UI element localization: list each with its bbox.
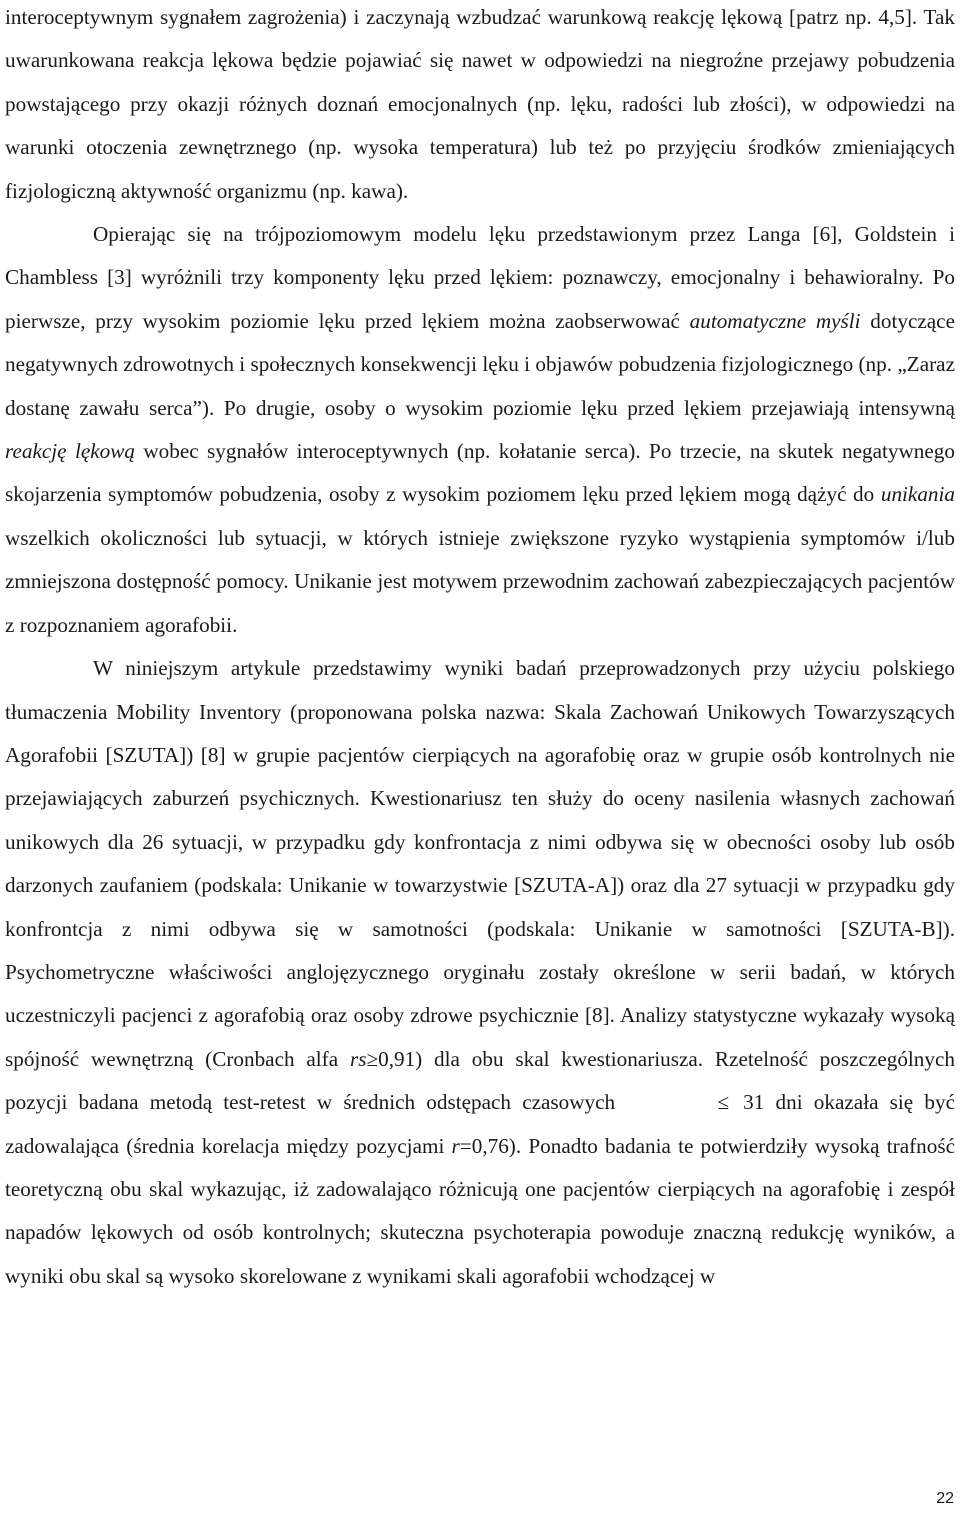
less-equal-symbol: ≤ (717, 1090, 729, 1115)
paragraph-3 (5, 647, 955, 1298)
text-run: wszelkich okoliczności lub sytuacji, w których istnieje zwiększone ryzyko wystąpienia symptomów i/lub zmniejszona dostępność pomocy. Unikanie jest motywem przewodnim zachowań zabezpieczających pacjentów z rozpoznaniem agorafobii. (5, 525, 955, 637)
paragraph-1 (5, 0, 955, 213)
text-run: Opierając się na trójpoziomowym modelu lęku przedstawionym przez Langa [6], Goldstein i Chambless [3] wyróżnili trzy komponenty lęku przed lękiem: poznawczy, emocjonalny i behawioralny. Po pierwsze, przy wysokim poziomie lęku przed lękiem można zaobserwować (5, 222, 955, 333)
body-text (5, 0, 955, 1298)
text-run: =0,76). Ponadto badania te potwierdziły wysoką trafność teoretyczną obu skal wykazując, iż zadowalająco różnicują one pacjentów cierpiących na agorafobię i zespół napadów lękowych od osób kontrolnych; skuteczna psychoterapia powoduje znaczną redukcję wyników, a wyniki obu skal są wysoko skorelowane z wynikami skali agorafobii wchodzącej w (5, 1133, 955, 1288)
text-run: W niniejszym artykule przedstawimy wyniki badań przeprowadzonych przy użyciu polskiego tłumaczenia Mobility Inventory (proponowana polska nazwa: Skala Zachowań Unikowych Towarzyszących Agorafobii [SZUTA]) [8] w grupie pacjentów cierpiących na agorafobię oraz w grupie osób kontrolnych nie przejawiających zaburzeń psychicznych. Kwestionariusz ten służy do oceny nasilenia własnych zachowań unikowych dla 26 sytuacji, w przypadku gdy konfrontacja z nimi odbywa się w obecności osoby lub osób darzonych zaufaniem (podskala: Unikanie w towarzystwie [SZUTA-A]) oraz dla 27 sytuacji w przypadku gdy konfrontcja z nimi odbywa się w samotności (podskala: Unikanie w samotności [SZUTA-B]). Psychometryczne właściwości anglojęzycznego oryginału zostały określone w serii badań, w których uczestniczyli pacjenci z agorafobią oraz osoby zdrowe psychicznie [8]. Analizy statystyczne wykazały wysoką spójność wewnętrzną (Cronbach alfa (5, 656, 955, 1071)
italic-term: automatyczne myśli (689, 308, 861, 333)
text-run: dotyczące negatywnych zdrowotnych i społecznych konsekwencji lęku i objawów pobudzenia fizjologicznego (np. „Zaraz dostanę zawału serca”). Po drugie, osoby o wysokim poziomie lęku przed lękiem przejawiają intensywną (5, 308, 955, 420)
document-page (5, 0, 955, 1298)
italic-term: reakcję lękową (5, 439, 135, 464)
text-run: interoceptywnym sygnałem zagrożenia) i zaczynają wzbudzać warunkową reakcję lękową [patrz np. 4,5]. Tak uwarunkowana reakcja lękowa będzie pojawiać się nawet w odpowiedzi na niegroźne przejawy pobudzenia powstającego przy okazji różnych doznań emocjonalnych (np. lęku, radości lub złości), w odpowiedzi na warunki otoczenia zewnętrznego (np. wysoka temperatura) lub też po przyjęciu środków zmieniających fizjologiczną aktywność organizmu (np. kawa). (5, 5, 955, 203)
italic-term: r (451, 1133, 460, 1158)
page-number: 22 (936, 1490, 954, 1507)
italic-term: rs (349, 1046, 367, 1071)
text-run: 31 dni okazała się być zadowalająca (średnia korelacja między pozycjami (5, 1090, 955, 1158)
text-run: wobec sygnałów interoceptywnych (np. kołatanie serca). Po trzecie, na skutek negatywnego skojarzenia symptomów pobudzenia, osoby z wysokim poziomem lęku przed lękiem mogą dążyć do (5, 439, 955, 507)
paragraph-2 (5, 213, 955, 647)
italic-term: unikania (880, 482, 955, 507)
text-run: ≥0,91) dla obu skal kwestionariusza. Rzetelność poszczególnych pozycji badana metodą test-retest w średnich odstępach czasowych (5, 1046, 955, 1115)
